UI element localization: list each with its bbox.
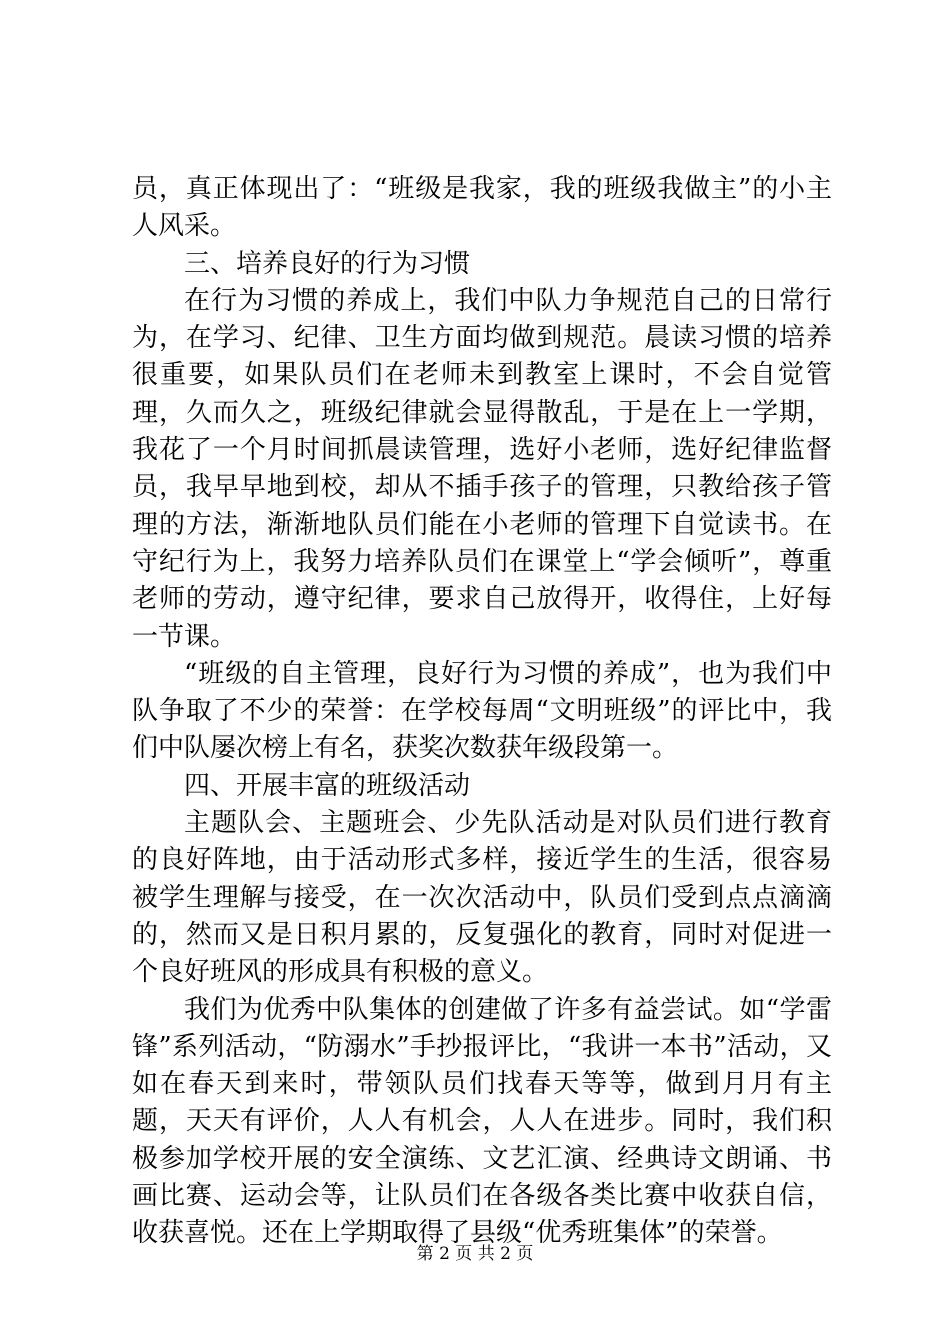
page-number-footer: 第 2 页 共 2 页 xyxy=(416,1244,534,1264)
section-heading-3: 三、培养良好的行为习惯 xyxy=(184,248,471,279)
paragraph-behavior-habits: 在行为习惯的养成上，我们中队力争规范自己的日常行为，在学习、纪律、卫生方面均做到规范。晨读习惯的培养很重要，如果队员们在老师未到教室上课时，不会自觉管理，久而久之，班级纪律就会显得散乱，于是在上一学期，我花了一个月时间抓晨读管理，选好小老师，选好纪律监督员，我早早地到校，却从不插手孩子的管理，只教给孩子管理的方法，渐渐地队员们能在小老师的管理下自觉读书。在守纪行为上，我努力培养队员们在课堂上“学会倾听”，尊重老师的劳动，遵守纪律，要求自己放得开，收得住，上好每一节课。 xyxy=(132,285,832,652)
paragraph-honors: “班级的自主管理，良好行为习惯的养成”，也为我们中队争取了不少的荣誉：在学校每周“文明班级”的评比中，我们中队屡次榜上有名，获奖次数获年级段第一。 xyxy=(132,658,832,764)
section-heading-4: 四、开展丰富的班级活动 xyxy=(184,770,471,801)
paragraph-continuation: 员，真正体现出了：“班级是我家，我的班级我做主”的小主人风采。 xyxy=(132,174,832,242)
paragraph-attempts: 我们为优秀中队集体的创建做了许多有益尝试。如“学雷锋”系列活动，“防溺水”手抄报评比，“我讲一本书”活动，又如在春天到来时，带领队员们找春天等等，做到月月有主题，天天有评价，人人有机会，人人在进步。同时，我们积极参加学校开展的安全演练、文艺汇演、经典诗文朗诵、书画比赛、运动会等，让队员们在各级各类比赛中收获自信，收获喜悦。还在上学期取得了县级“优秀班集体”的荣誉。 xyxy=(132,994,832,1249)
paragraph-activities: 主题队会、主题班会、少先队活动是对队员们进行教育的良好阵地，由于活动形式多样，接近学生的生活，很容易被学生理解与接受，在一次次活动中，队员们受到点点滴滴的，然而又是日积月累的，反复强化的教育，同时对促进一个良好班风的形成具有积极的意义。 xyxy=(132,808,832,988)
document-body xyxy=(132,171,832,1253)
